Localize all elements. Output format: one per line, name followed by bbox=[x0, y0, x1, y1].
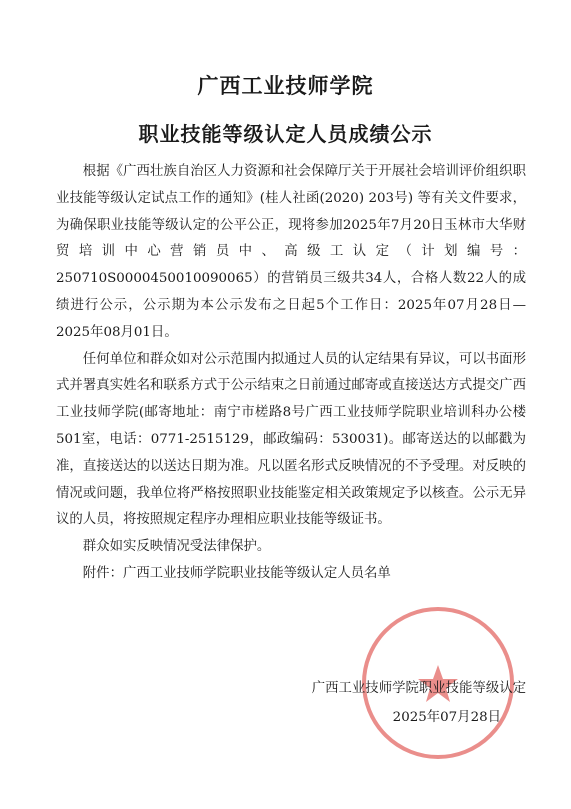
document-body bbox=[56, 159, 526, 588]
signature-date: 2025年07月28日 bbox=[392, 710, 501, 725]
paragraph-objection: 任何单位和群众如对公示范围内拟通过人员的认定结果有异议，可以书面形式并署真实姓名和联系方式于公示结束之日前通过邮寄或直接送达方式提交广西工业技师学院(邮寄地址：南宁市槎路8号广西工业技师学院职业培训科办公楼501室，电话：0771-2515129，邮政编码：530031)。邮寄送达的以邮戳为准，直接送达的以送达日期为准。凡以匿名形式反映情况的不予受理。对反映的情况或问题，我单位将严格按照职业技能鉴定相关政策规定予以核查。公示无异议的人员，将按照规定程序办理相应职业技能等级证书。 bbox=[56, 351, 526, 528]
document-subtitle: 职业技能等级认定人员成绩公示 bbox=[138, 122, 433, 146]
signature-organization: 广西工业技师学院职业技能等级认定 bbox=[311, 681, 526, 696]
paragraph-attachment: 附件：广西工业技师学院职业技能等级认定人员名单 bbox=[82, 565, 391, 581]
paragraph-basis: 根据《广西壮族自治区人力资源和社会保障厅关于开展社会培训评价组织职业技能等级认定试点工作的通知》(桂人社函(2020) 203号) 等有关文件要求，为确保职业技能等级认定的公平公正，现将参加2025年7月20日玉林市大华财贸培训中心营销员中、高级工认定（计划编号：250710S0000450010090065）的营销员三级共34人，合格人数22人的成绩进行公示，公示期为本公示发布之日起5个工作日：2025年07月28日—2025年08月01日。 bbox=[56, 164, 526, 340]
paragraph-protection: 群众如实反映情况受法律保护。 bbox=[82, 539, 271, 555]
document-title: 广西工业技师学院 bbox=[197, 74, 374, 98]
